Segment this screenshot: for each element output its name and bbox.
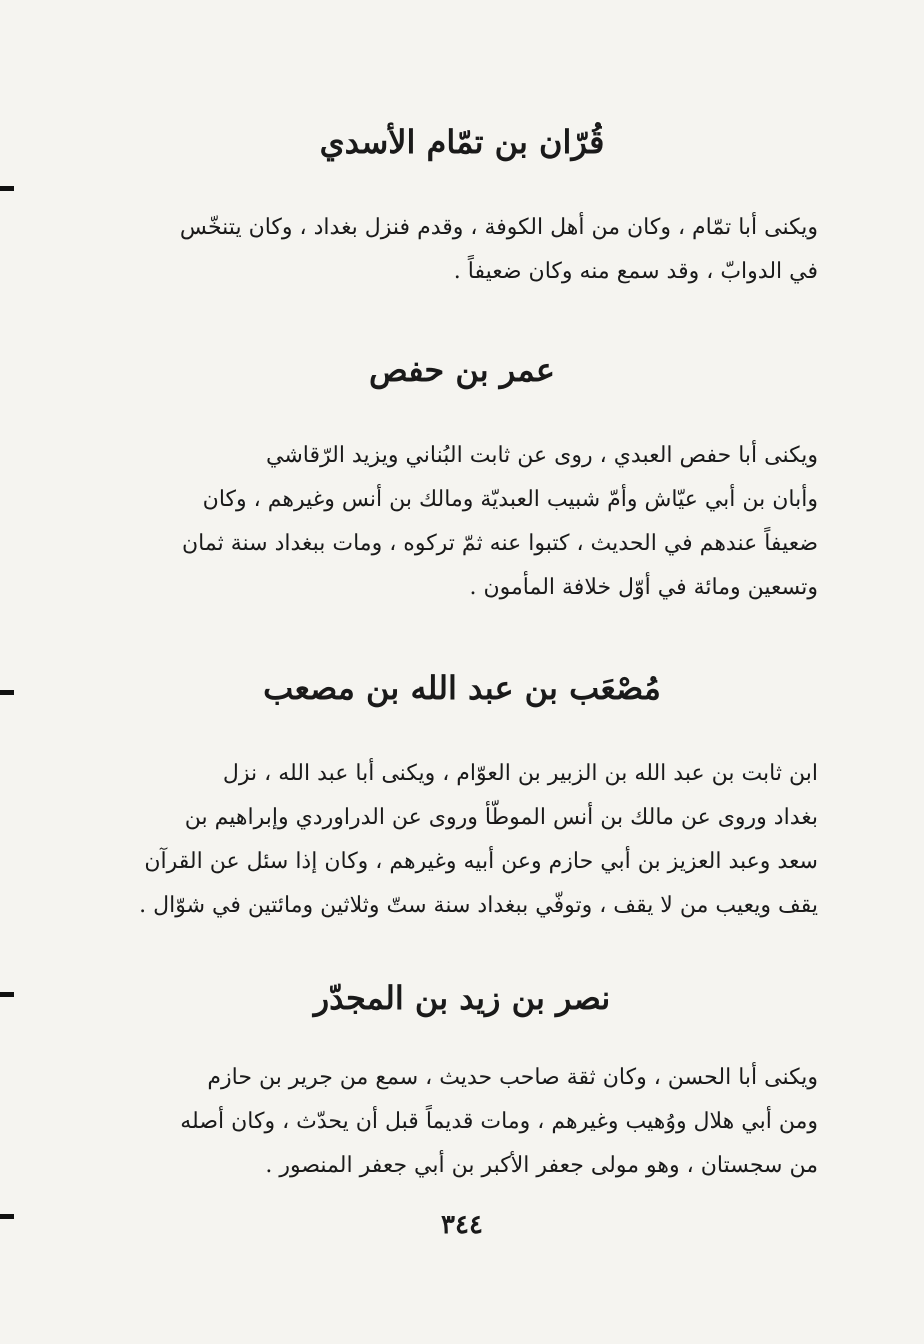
entry-heading: عمر بن حفص xyxy=(369,351,555,389)
text-line: من سجستان ، وهو مولى جعفر الأكبر بن أبي جعفر المنصور . xyxy=(265,1153,818,1178)
text-line: يقف ويعيب من لا يقف ، وتوفّي ببغداد سنة ستّ وثلاثين ومائتين في شوّال . xyxy=(139,893,818,918)
text-line: في الدوابّ ، وقد سمع منه وكان ضعيفاً . xyxy=(453,259,818,284)
entry-text xyxy=(112,434,818,610)
entry-heading: قُرّان بن تمّام الأسدي xyxy=(319,123,605,161)
entry-text xyxy=(112,206,818,294)
text-line: ويكنى أبا الحسن ، وكان ثقة صاحب حديث ، سمع من جرير بن حازم xyxy=(207,1065,818,1090)
text-line: بغداد وروى عن مالك بن أنس الموطّأ وروى عن الدراوردي وإبراهيم بن xyxy=(184,805,818,830)
text-line: ويكنى أبا تمّام ، وكان من أهل الكوفة ، وقدم فنزل بغداد ، وكان يتنخّس xyxy=(179,215,818,240)
entry-heading: نصر بن زيد بن المجدّر xyxy=(313,979,611,1017)
text-line: ويكنى أبا حفص العبدي ، روى عن ثابت البُناني ويزيد الرّقاشي xyxy=(265,443,818,468)
text-line: سعد وعبد العزيز بن أبي حازم وعن أبيه وغيرهم ، وكان إذا سئل عن القرآن xyxy=(144,849,818,874)
text-line: ابن ثابت بن عبد الله بن الزبير بن العوّام ، ويكنى أبا عبد الله ، نزل xyxy=(222,761,818,786)
text-line: ضعيفاً عندهم في الحديث ، كتبوا عنه ثمّ تركوه ، ومات ببغداد سنة ثمان xyxy=(182,531,818,556)
entry-text xyxy=(112,752,818,928)
text-line: وأبان بن أبي عيّاش وأمّ شبيب العبديّة ومالك بن أنس وغيرهم ، وكان xyxy=(202,487,818,512)
page-number: ٣٤٤ xyxy=(441,1210,483,1240)
text-line: ومن أبي هلال ووُهيب وغيرهم ، ومات قديماً قبل أن يحدّث ، وكان أصله xyxy=(180,1109,818,1134)
text-line: وتسعين ومائة في أوّل خلافة المأمون . xyxy=(469,575,818,600)
entry-text xyxy=(112,1056,818,1188)
entry-heading: مُصْعَب بن عبد الله بن مصعب xyxy=(263,669,661,707)
edge-mark xyxy=(0,186,14,191)
